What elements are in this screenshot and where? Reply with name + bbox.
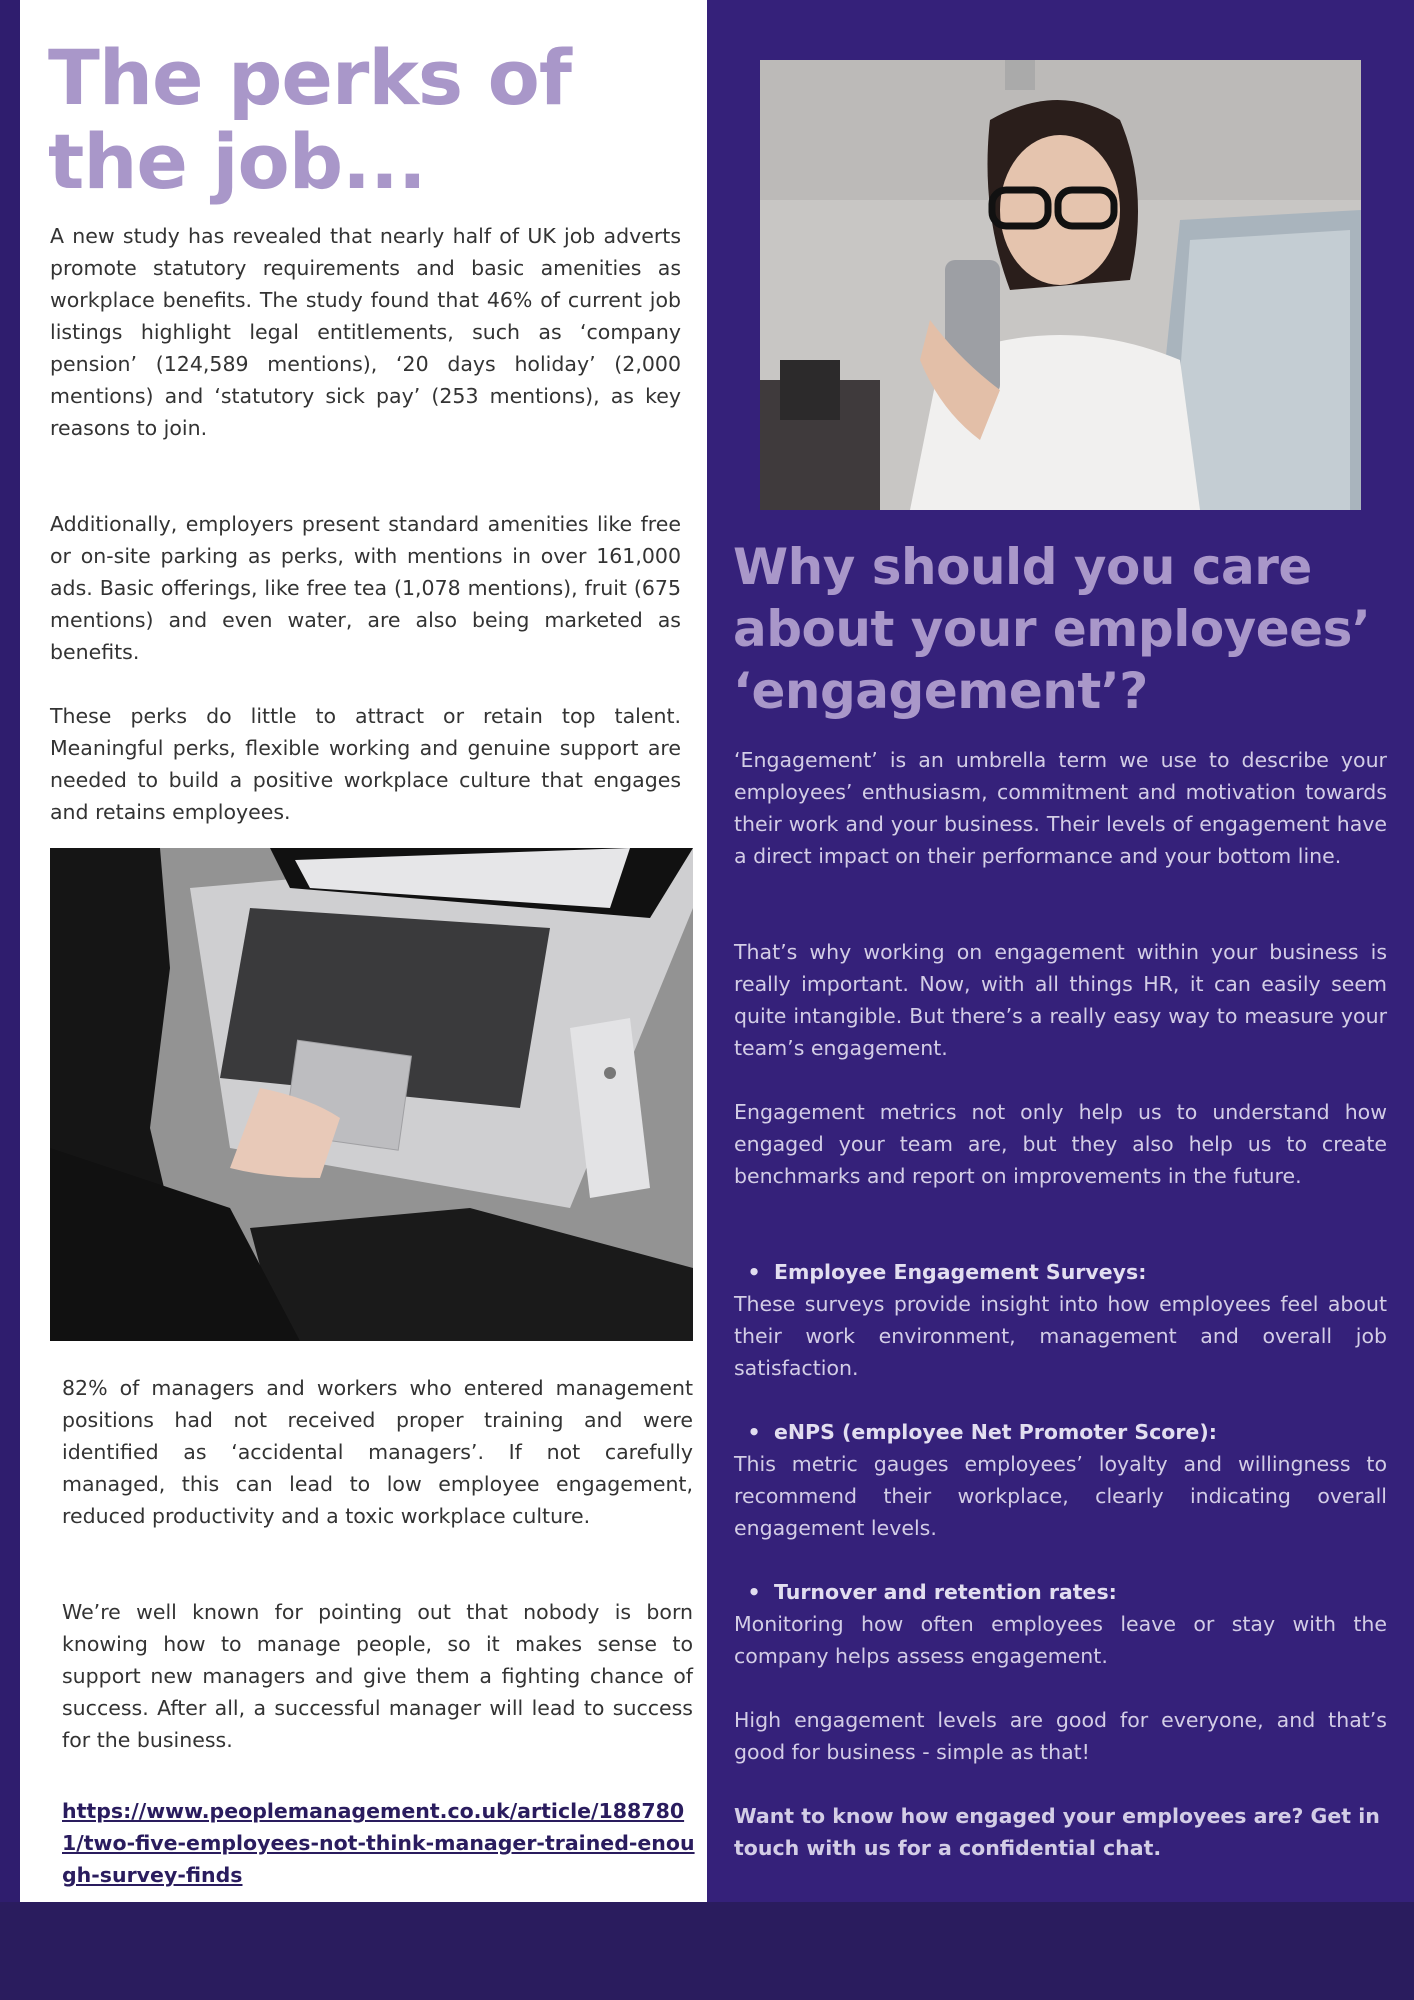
call-to-action: Want to know how engaged your employees are? Get in touch with us for a confidential chat. [734,1804,1380,1860]
right-paragraph-4: High engagement levels are good for everyone, and that’s good for business - simple as that! [734,1708,1387,1764]
right-title: Why should you care about your employees’ ‘engagement’? [733,538,1371,720]
right-paragraph-2: That’s why working on engagement within your business is really important. Now, with all things HR, it can easily seem quite intangible. But there’s a really easy way to measure your team’s engagement. [734,940,1387,1060]
bullet-dot-icon: • [747,1260,761,1284]
left-title: The perks of the job... [48,33,571,206]
left-paragraph-1: A new study has revealed that nearly half of UK job adverts promote statutory requirements and basic amenities as workplace benefits. The study found that 46% of current job listings highlight legal entitlements, such as ‘company pension’ (124,589 mentions), ‘20 days holiday’ (2,000 mentions) and ‘statutory sick pay’ (253 mentions), as key reasons to join. [50,224,681,440]
bullet-heading-turnover: • Turnover and retention rates: [734,1576,1387,1608]
left-paragraph-5: We’re well known for pointing out that nobody is born knowing how to manage people, so it makes sense to support new managers and give them a fighting chance of success. After all, a successful manager will lead to success for the business. [62,1600,693,1752]
left-paragraph-2: Additionally, employers present standard amenities like free or on-site parking as perks, with mentions in over 161,000 ads. Basic offerings, like free tea (1,078 mentions), fruit (675 mentions) and even water, are also being marketed as benefits. [50,512,681,664]
right-paragraph-3: Engagement metrics not only help us to understand how engaged your team are, but they also help us to create benchmarks and report on improvements in the future. [734,1100,1387,1188]
bullet-dot-icon: • [747,1420,761,1444]
bullet-text-surveys: These surveys provide insight into how employees feel about their work environment, management and overall job satisfaction. [734,1292,1387,1380]
bullet-text-enps: This metric gauges employees’ loyalty and willingness to recommend their workplace, clearly indicating overall engagement levels. [734,1452,1387,1540]
right-paragraph-1: ‘Engagement’ is an umbrella term we use to describe your employees’ enthusiasm, commitment and motivation towards their work and your business. Their levels of engagement have a direct impact on their performance and your bottom line. [734,748,1387,868]
bullet-heading-enps: • eNPS (employee Net Promoter Score): [734,1416,1387,1448]
page-footer-band [0,1902,1414,2000]
right-column [707,0,1414,1902]
laptop-photo [50,848,693,1341]
bullet-heading-surveys: • Employee Engagement Surveys: [734,1256,1387,1288]
left-paragraph-3: These perks do little to attract or retain top talent. Meaningful perks, flexible working and genuine support are needed to build a positive workplace culture that engages and retains employees. [50,704,681,824]
source-article-link[interactable]: https://www.peoplemanagement.co.uk/article/1887801/two-five-employees-not-think-manager-trained-enough-survey-finds [62,1799,695,1887]
left-column [20,0,707,1902]
bullet-text-turnover: Monitoring how often employees leave or stay with the company helps assess engagement. [734,1612,1387,1668]
woman-with-phone-photo [760,60,1361,510]
left-paragraph-4: 82% of managers and workers who entered management positions had not received proper training and were identified as ‘accidental managers’. If not carefully managed, this can lead to low employee engagement, reduced productivity and a toxic workplace culture. [62,1376,693,1528]
bullet-dot-icon: • [747,1580,761,1604]
